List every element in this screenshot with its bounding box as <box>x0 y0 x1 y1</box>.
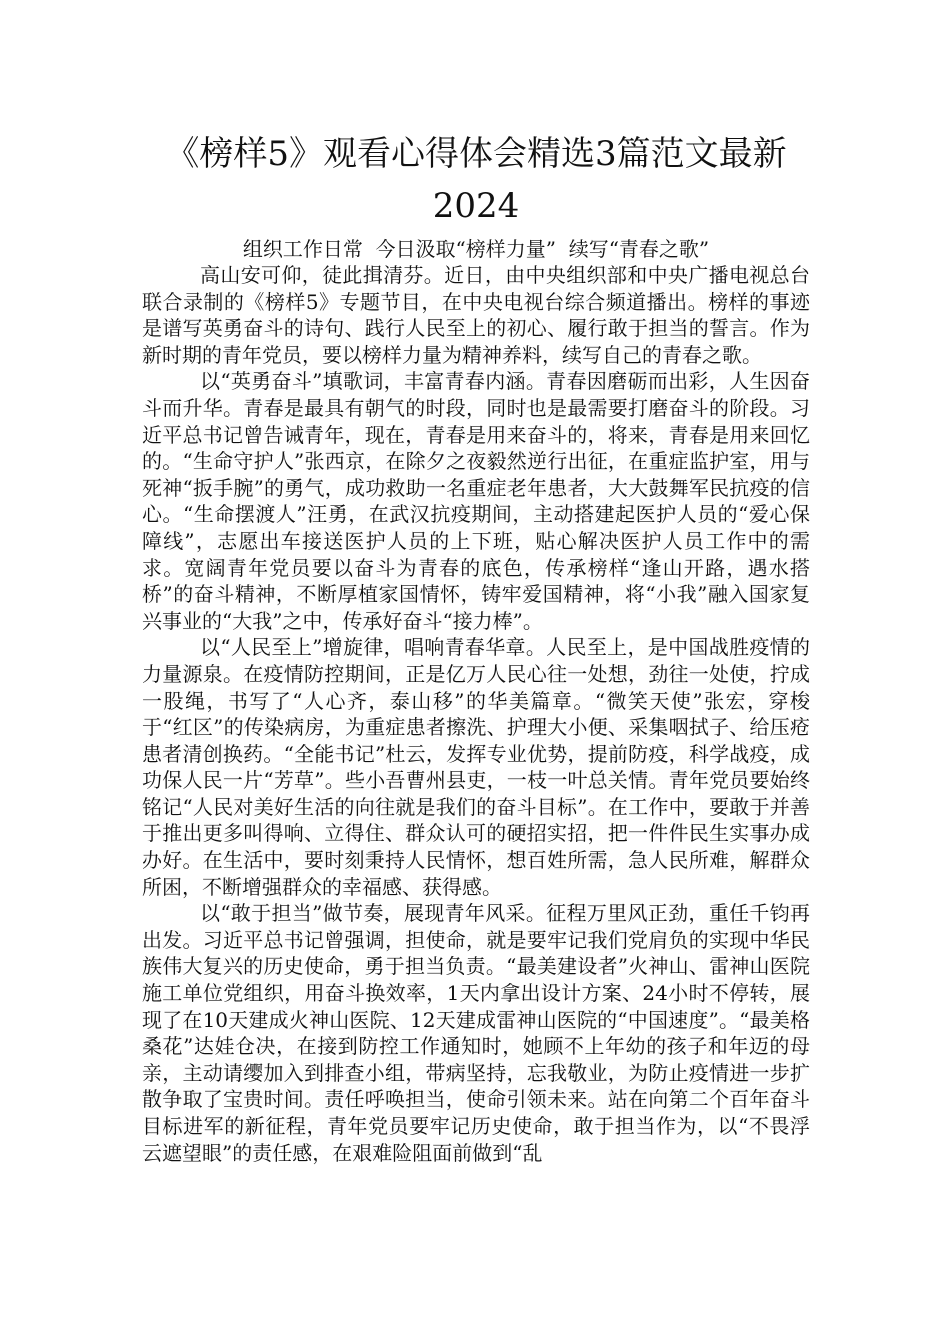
paragraph-people-first: 以“人民至上”增旋律，唱响青春华章。人民至上，是中国战胜疫情的力量源泉。在疫情防控期间，正是亿万人民心往一处想，劲往一处使，拧成一股绳，书写了“人心齐，泰山移”的华美篇章。“微笑天使”张宏，穿梭于“红区”的传染病房，为重症患者擦洗、护理大小便、采集咽拭子、给压疮患者清创换药。“全能书记”杜云，发挥专业优势，提前防疫，科学战疫，成功保人民一片“芳草”。些小吾曹州县吏，一枝一叶总关情。青年党员要始终铭记“人民对美好生活的向往就是我们的奋斗目标”。在工作中，要敢于并善于推出更多叫得响、立得住、群众认可的硬招实招，把一件件民生实事办成办好。在生活中，要时刻秉持人民情怀，想百姓所需，急人民所难，解群众所困，不断增强群众的幸福感、获得感。 <box>142 635 810 899</box>
paragraph-intro: 高山安可仰，徒此揖清芬。近日，由中央组织部和中央广播电视总台联合录制的《榜样5》专题节目，在中央电视台综合频道播出。榜样的事迹是谱写英勇奋斗的诗句、践行人民至上的初心、履行敢于担当的誓言。作为新时期的青年党员，要以榜样力量为精神养料，续写自己的青春之歌。 <box>142 263 810 367</box>
document-subtitle: 组织工作日常 今日汲取“榜样力量” 续写“青春之歌” <box>242 237 710 261</box>
document-page <box>142 128 810 1166</box>
paragraph-responsibility: 以“敢于担当”做节奏，展现青年风采。征程万里风正劲，重任千钧再出发。习近平总书记曾强调，担使命，就是要牢记我们党肩负的实现中华民族伟大复兴的历史使命，勇于担当负责。“最美建设者”火神山、雷神山医院施工单位党组织，用奋斗换效率，1天内拿出设计方案、24小时不停转，展现了在10天建成火神山医院、12天建成雷神山医院的“中国速度”。“最美格桑花”达娃仓决，在接到防控工作通知时，她顾不上年幼的孩子和年迈的母亲，主动请缨加入到排查小组，带病坚持，忘我敬业，为防止疫情进一步扩散争取了宝贵时间。责任呼唤担当，使命引领未来。站在向第二个百年奋斗目标进军的新征程，青年党员要牢记历史使命，敢于担当作为，以“不畏浮云遮望眼”的责任感，在艰难险阻面前做到“乱 <box>142 901 810 1165</box>
document-title: 《榜样5》观看心得体会精选3篇范文最新2024 <box>165 134 787 226</box>
paragraph-struggle: 以“英勇奋斗”填歌词，丰富青春内涵。青春因磨砺而出彩，人生因奋斗而升华。青春是最具有朝气的时段，同时也是最需要打磨奋斗的阶段。习近平总书记曾告诫青年，现在，青春是用来奋斗的，将来，青春是用来回忆的。“生命守护人”张西京，在除夕之夜毅然逆行出征，在重症监护室，用与死神“扳手腕”的勇气，成功救助一名重症老年患者，大大鼓舞军民抗疫的信心。“生命摆渡人”汪勇，在武汉抗疫期间，主动搭建起医护人员的“爱心保障线”，志愿出车接送医护人员的上下班，贴心解决医护人员工作中的需求。宽阔青年党员要以奋斗为青春的底色，传承榜样“逢山开路，遇水搭桥”的奋斗精神，不断厚植家国情怀，铸牢爱国精神，将“小我”融入国家复兴事业的“大我”之中，传承好奋斗“接力棒”。 <box>142 369 810 633</box>
